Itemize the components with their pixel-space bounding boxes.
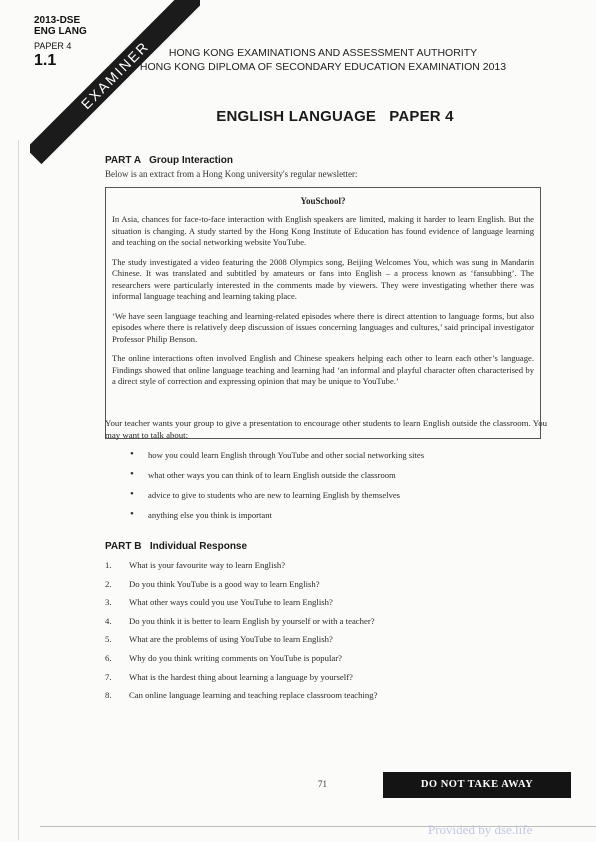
code-line-2: ENG LANG	[34, 26, 87, 37]
question-item	[105, 578, 545, 597]
question-item	[105, 671, 545, 690]
paper-number: 1.1	[34, 52, 57, 69]
list-item	[130, 509, 550, 529]
code-line-1: 2013-DSE	[34, 15, 81, 26]
examiner-banner-text: EXAMINER	[30, 0, 200, 164]
article-paragraph: ‘We have seen language teaching and learning-related episodes where there is direct attention to language forms, but also episodes where there is relatively deep discussion of issues concerning languages and cultures,’ said principal investigator Professor Philip Benson.	[112, 310, 534, 344]
question-item	[105, 689, 545, 708]
question-text: Why do you think writing comments on YouTube is popular?	[129, 652, 343, 663]
article-paragraph: In Asia, chances for face-to-face interaction with English speakers are limited, making it harder to learn English. But the situation is changing. A study started by the Hong Kong Institute of Education has found evidence of language learning and teaching on the social networking website YouTube.	[112, 214, 534, 247]
question-number: 5.	[105, 634, 112, 645]
paper-code	[34, 15, 87, 69]
question-number: 7.	[105, 671, 112, 682]
paper-title: ENGLISH LANGUAGE PAPER 4	[216, 108, 454, 125]
question-item	[105, 652, 545, 671]
page-number: 71	[318, 779, 327, 789]
bullet-icon: •	[130, 488, 134, 500]
question-number: 2.	[105, 578, 112, 589]
questions-list	[105, 559, 545, 708]
bullet-text: anything else you think is important	[148, 510, 272, 520]
part-a-intro: Below is an extract from a Hong Kong university's regular newsletter:	[105, 169, 358, 179]
question-text: What are the problems of using YouTube to learn English?	[129, 634, 333, 645]
question-item	[105, 559, 545, 578]
bullet-icon: •	[130, 468, 134, 480]
question-text: Do you think YouTube is a good way to learn English?	[129, 578, 320, 589]
question-text: Do you think it is better to learn English by yourself or with a teacher?	[129, 615, 375, 626]
authority-line-2: HONG KONG DIPLOMA OF SECONDARY EDUCATION EXAMINATION 2013	[139, 61, 507, 73]
newsletter-extract-box	[105, 187, 541, 439]
list-item	[130, 449, 550, 469]
question-text: Can online language learning and teaching replace classroom teaching?	[129, 690, 378, 701]
question-number: 3.	[105, 597, 112, 608]
bullet-icon: •	[130, 508, 134, 520]
bullet-icon: •	[130, 448, 134, 460]
part-b-heading: PART B Individual Response	[105, 541, 248, 552]
authority-heading	[108, 46, 538, 74]
question-text: What is your favourite way to learn English?	[129, 560, 286, 570]
list-item	[130, 489, 550, 509]
question-item	[105, 615, 545, 634]
bullet-text: advice to give to students who are new to learning English by themselves	[148, 490, 401, 500]
question-text: What is the hardest thing about learning a language by yourself?	[129, 671, 353, 682]
part-a-heading: PART A Group Interaction	[105, 155, 233, 166]
task-instructions: Your teacher wants your group to give a presentation to encourage other students to learn English outside the classroom. You may want to talk about:	[105, 418, 547, 440]
question-text: What other ways could you use YouTube to learn English?	[129, 597, 333, 608]
source-watermark: Provided by dse.life	[428, 822, 533, 837]
question-number: 8.	[105, 690, 112, 701]
scan-edge-line	[18, 140, 19, 840]
paper-label: PAPER 4	[34, 41, 72, 51]
list-item	[130, 469, 550, 489]
question-number: 4.	[105, 615, 112, 626]
question-item	[105, 633, 545, 652]
question-number: 6.	[105, 652, 112, 663]
bullet-text: how you could learn English through YouTube and other social networking sites	[148, 450, 425, 460]
bullet-text: what other ways you can think of to learn English outside the classroom	[148, 470, 396, 480]
question-number: 1.	[105, 560, 112, 570]
article-paragraph: The online interactions often involved English and Chinese speakers helping each other to learn each other’s language. Findings showed that online language teaching and learning had ‘an informal and playful character often characterised by a direct style of correction and expressing opinion that may be unique to YouTube.’	[112, 353, 534, 386]
question-item	[105, 596, 545, 615]
authority-line-1: HONG KONG EXAMINATIONS AND ASSESSMENT AUTHORITY	[168, 47, 478, 59]
do-not-take-away-notice: DO NOT TAKE AWAY	[383, 772, 571, 798]
discussion-points-list	[130, 449, 550, 529]
article-paragraph: The study investigated a video featuring the 2008 Olympics song, Beijing Welcomes You, which was sung in Mandarin Chinese. It was translated and subtitled by amateurs or fans into English – a process known as ‘fansubbing’. The researchers were particularly interested in the comments made by viewers. They were investigating whether there was informal language teaching and learning taking place.	[112, 256, 534, 301]
article-title: YouSchool?	[300, 196, 346, 206]
